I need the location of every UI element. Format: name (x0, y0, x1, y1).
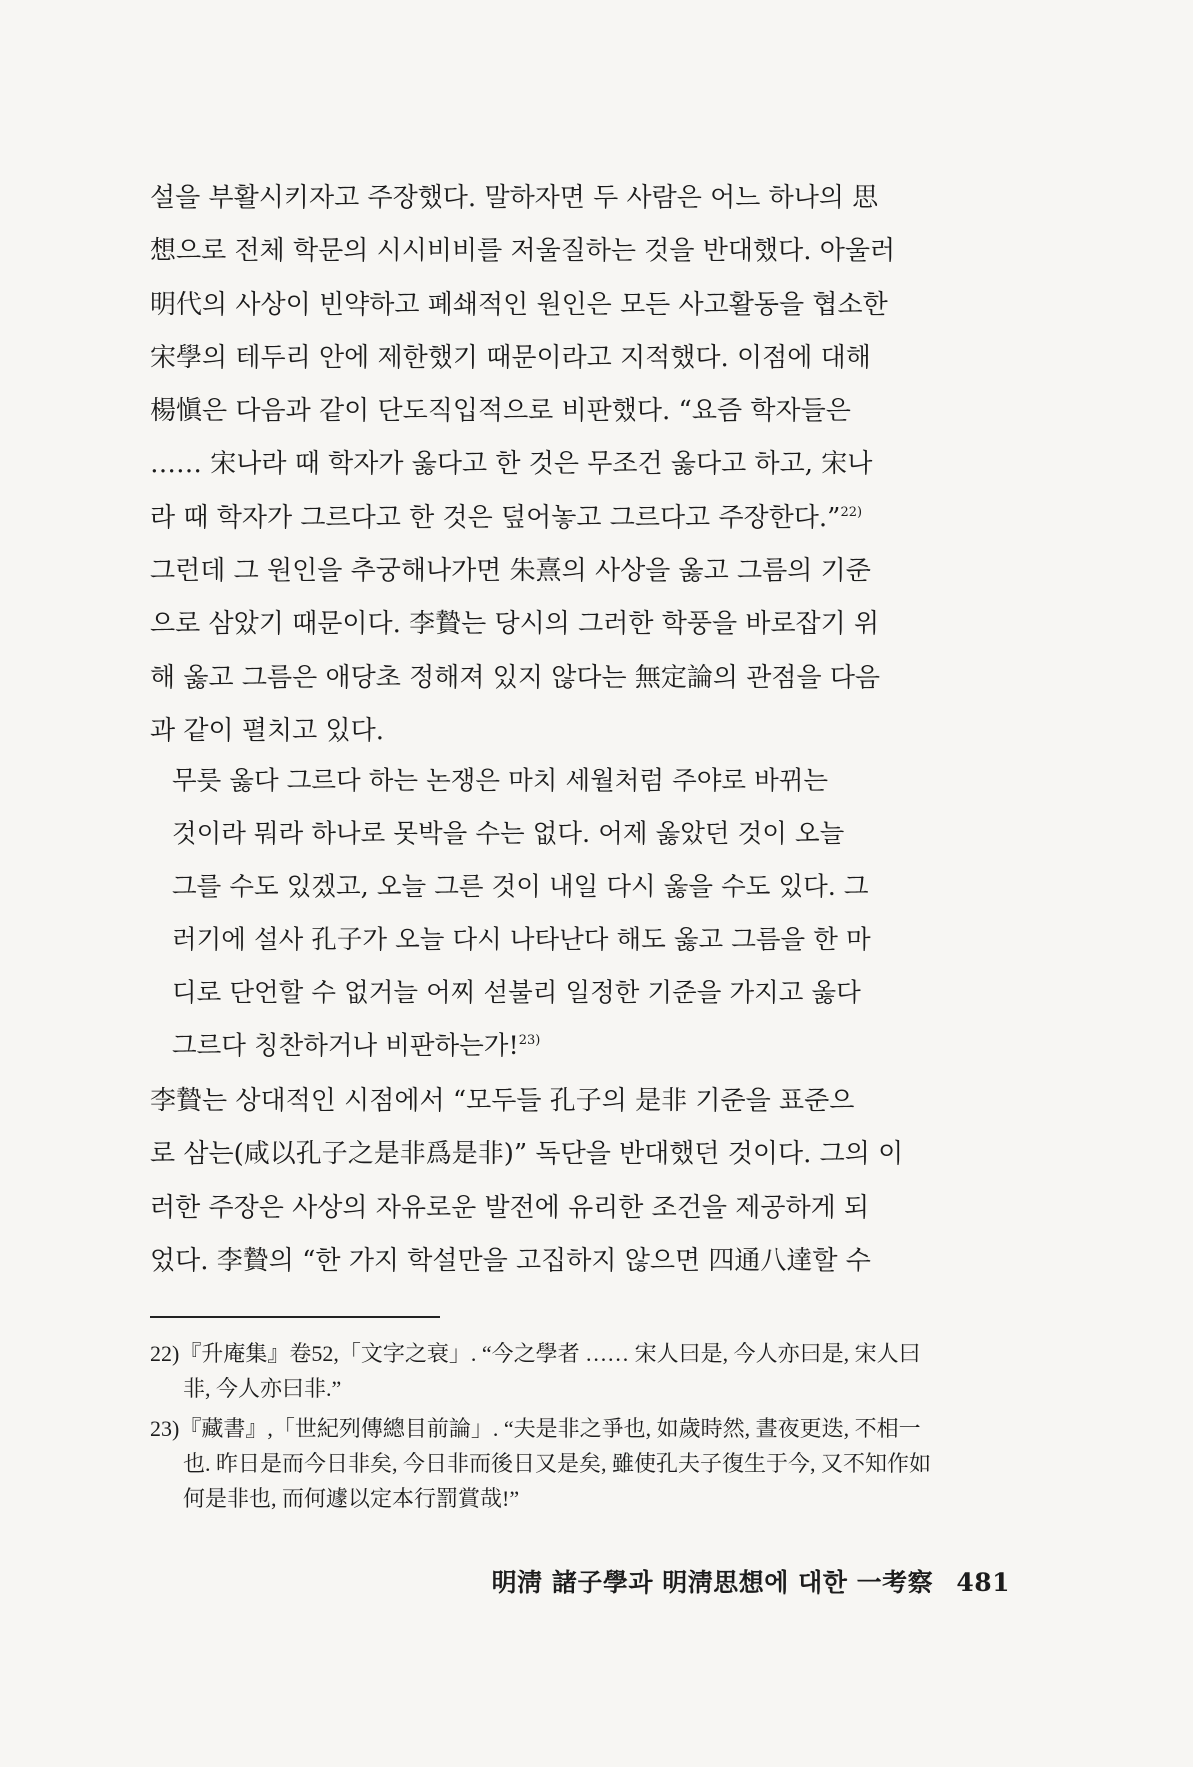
text-line: 明代의 사상이 빈약하고 폐쇄적인 원인은 모든 사고활동을 협소한 (150, 289, 888, 320)
text-line: 설을 부활시키자고 주장했다. 말하자면 두 사람은 어느 하나의 思 (150, 183, 879, 213)
text-line: 楊愼은 다음과 같이 단도직입적으로 비판했다. “요즘 학자들은 (150, 396, 851, 427)
block-quote (172, 755, 987, 1073)
body-paragraph-1 (150, 172, 1010, 758)
running-footer (492, 1563, 1010, 1599)
text-line: 러한 주장은 사상의 자유로운 발전에 유리한 조건을 제공하게 되 (150, 1192, 870, 1223)
footnote-line: 非, 今人亦曰非.” (183, 1376, 342, 1401)
footnote-22 (150, 1336, 1010, 1406)
text-line-with-footnote (150, 492, 1010, 545)
quote-line: 그르다 칭찬하거나 비판하는가! (172, 1031, 519, 1061)
footnote-line: 23)『藏書』,「世紀列傳總目前論」. “夫是非之爭也, 如歲時然, 晝夜更迭, 不相一 (150, 1416, 921, 1441)
running-title: 明淸 諸子學과 明淸思想에 대한 一考察 (491, 1568, 934, 1597)
text-line: 李贄는 상대적인 시점에서 “모두들 孔子의 是非 기준을 표준으 (150, 1086, 855, 1116)
text-line: 想으로 전체 학문의 시시비비를 저울질하는 것을 반대했다. 아울러 (150, 236, 896, 267)
body-paragraph-3 (150, 1075, 1010, 1288)
text-line: 로 삼는(咸以孔子之是非爲是非)” 독단을 반대했던 것이다. 그의 이 (150, 1139, 904, 1170)
quote-line-with-footnote (172, 1020, 987, 1073)
text-line: 었다. 李贄의 “한 가지 학설만을 고집하지 않으면 四通八達할 수 (150, 1245, 871, 1276)
quote-line: 그를 수도 있겠고, 오늘 그른 것이 내일 다시 옳을 수도 있다. 그 (172, 872, 869, 902)
text-line: 과 같이 펼치고 있다. (150, 715, 384, 746)
footnote-23 (150, 1411, 1010, 1516)
footnote-ref-23[interactable]: 23) (518, 1033, 541, 1048)
text-line: 으로 삼았기 때문이다. 李贄는 당시의 그러한 학풍을 바로잡기 위 (150, 609, 880, 640)
quote-line: 러기에 설사 孔子가 오늘 다시 나타난다 해도 옳고 그름을 한 마 (172, 925, 871, 955)
text-line: 라 때 학자가 그르다고 한 것은 덮어놓고 그르다고 주장한다.” (150, 502, 841, 533)
text-line: 宋學의 테두리 안에 제한했기 때문이라고 지적했다. 이점에 대해 (150, 342, 871, 373)
footnote-line: 何是非也, 而何遽以定本行罰賞哉!” (183, 1486, 520, 1511)
page-number: 481 (956, 1568, 1010, 1597)
footnote-line: 22)『升庵集』卷52,「文字之衰」. “今之學者 …… 宋人曰是, 今人亦曰是, 宋人曰 (150, 1341, 921, 1366)
text-line: 그런데 그 원인을 추궁해나가면 朱熹의 사상을 옳고 그름의 기준 (150, 556, 871, 587)
quote-line: 디로 단언할 수 없거늘 어찌 섣불리 일정한 기준을 가지고 옳다 (172, 978, 861, 1008)
quote-line: 무릇 옳다 그르다 하는 논쟁은 마치 세월처럼 주야로 바뀌는 (172, 766, 829, 796)
text-line: 해 옳고 그름은 애당초 정해져 있지 않다는 無定論의 관점을 다음 (150, 662, 881, 693)
quote-line: 것이라 뭐라 하나로 못박을 수는 없다. 어제 옳았던 것이 오늘 (172, 819, 845, 849)
footnote-line: 也. 昨日是而今日非矣, 今日非而後日又是矣, 雖使孔夫子復生于今, 又不知作如 (183, 1451, 932, 1476)
text-line: …… 宋나라 때 학자가 옳다고 한 것은 무조건 옳다고 하고, 宋나 (150, 449, 873, 480)
footnote-separator (150, 1316, 440, 1318)
footnote-ref-22[interactable]: 22) (840, 504, 863, 520)
